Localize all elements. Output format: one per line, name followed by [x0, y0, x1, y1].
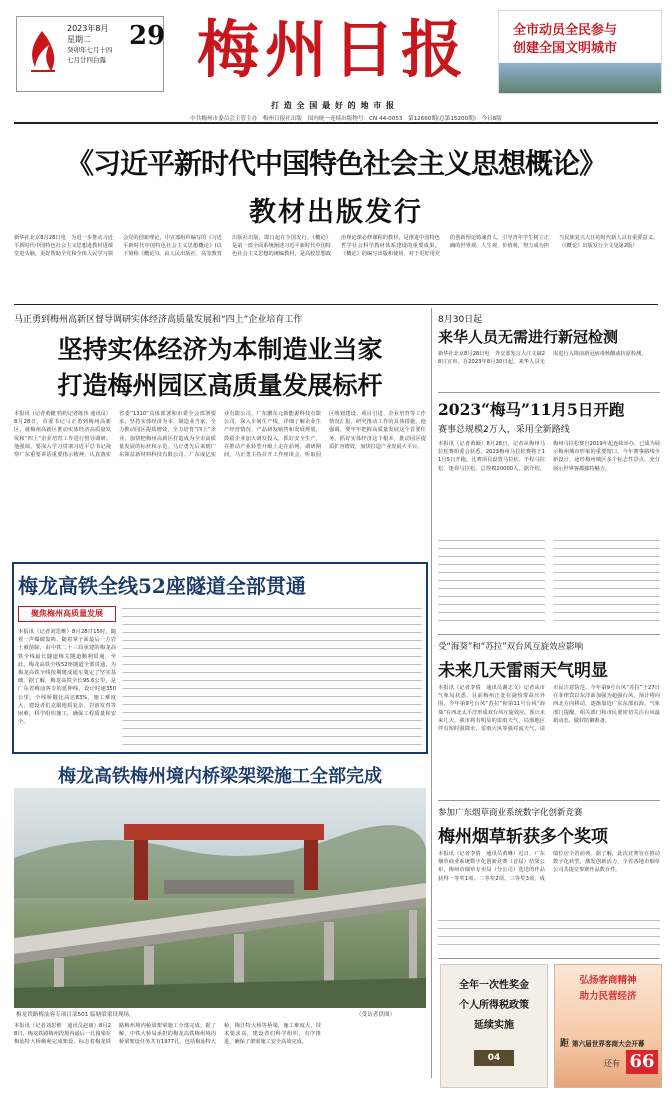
promo-countdown-label: 还有 [604, 1059, 620, 1068]
lunar-term: 七月廿四白露 [67, 56, 106, 64]
logo-icon [23, 27, 61, 77]
weather-headline: 未来几天雷雨天气明显 [438, 661, 608, 681]
left-kicker: 马正勇到梅州高新区督导调研实体经济高质量发展和“四上”企业培育工作 [14, 315, 303, 325]
date-year-month: 2023年8月 [67, 24, 109, 33]
marathon-text-filler [438, 540, 545, 628]
tobacco-text-filler [438, 920, 660, 950]
promo-title: 弘扬客商精神 [579, 975, 637, 986]
tobacco-divider [438, 958, 660, 959]
tunnel-body: 本报讯（记者刘思维）8月28日15时，随着一声爆破轰鸣，随着掌子面最后一方岩土被凿除，由中铁二十三局承建的梅龙高铁全线最长隧道梅关隧道顺利贯通，至此，梅龙高铁全线52座隧道全部贯通，为梅龙高铁全线按期建成通车奠定了坚实基础。据了解，梅龙高铁全长95.6公里，是广东省梅汕客专的延伸线，设计时速350公里。全线桥隧比高达83%，施工难度大，建设者们克服地质复杂、岩溶发育等困难，科学组织施工，确保工程质量和安全。 [18, 629, 116, 726]
marathon-divider [438, 634, 660, 635]
weather-kicker: 受“海葵”和“苏拉”双台风互旋效应影响 [438, 642, 584, 652]
bridge-caption: 梅龙铁路梅汕客专项目部501 临塘梁架设现场。 [16, 1012, 135, 1018]
marathon-subhead: 赛事总规模2万人，采用全新路线 [438, 425, 570, 435]
civilization-promo [498, 10, 662, 94]
lead-body: 新华社北京8月28日电 为进一步推动习近平新时代中国特色社会主义思想进教材进课堂进头脑，更好帮助全党和全体人民学习领会党的创新理论，中宣部组织编写的《习近平新时代中国特色社会主义思想概论》(以下简称《概论》)，由人民出版社、高等教育出版社出版，即日起在全国发行。《概论》是第一部全面系统阐述习近平新时代中国特色社会主义思想的统编教材，是高校思想政治理论课必修课程的教材，是推进中国特色哲学社会科学教材体系建设的重要成果。《概论》的编写出版和使用，对于更好用党的创新理论铸魂育人，引导青年学生树立正确的世界观、人生观、价值观，努力成为担当民族复兴大任的时代新人具有重要意义。（《概论》出版发行全文见第2版） [14, 235, 658, 258]
left-headline-1: 坚持实体经济为本制造业当家 [57, 335, 383, 364]
covid-body: 新华社北京8月28日电 外交部发言人汪文斌28日宣布，自2023年8月30日起，来华人员无需进行入境前新冠病毒核酸或抗原检测。 [438, 351, 647, 366]
masthead-divider [14, 122, 658, 124]
promo-days: 66 [626, 1050, 658, 1074]
bridge-credit: （受访者供图） [356, 1012, 396, 1018]
tunnel-text-filler [122, 608, 422, 748]
bridge-body: 本报讯（记者刘思维 通讯员赵丽）8月28日，梅龙铁路梅州段境内最后一孔箱梁在梅汕特大桥顺利完成架设，标志着梅龙铁路梅州境内桥梁架梁施工全部完成。据了解，中铁大桥局承担的梅龙高铁梅州境内桥梁架设任务共有1977孔，包括梅汕特大桥、梅江特大桥等桥梁，施工难度大，技术要求高，建设者们科学组织，有序推进，确保了架梁施工安全高效完成。 [14, 1023, 321, 1046]
covid-headline: 来华人员无需进行新冠检测 [438, 328, 619, 346]
marathon-body: 本报讯（记者黄颖）8月28日，记者从梅州马拉松赛组委会获悉，2023梅州马拉松赛将于11月5日开跑。比赛项目设置马拉松、半程马拉松、迷你马拉松，总规模20000人。据介绍，梅州马拉松赛自2019年起连续举办，已成为展示梅州城市形象的重要窗口。今年赛事路线全新设计，途经梅州城区多个标志性景点，充分展示世界客都独特魅力。 [438, 441, 660, 472]
weather-divider [438, 800, 660, 801]
tax-line1: 全年一次性奖金 [459, 980, 529, 991]
tobacco-kicker: 参加广东烟草商业系统数字化创新竞赛 [438, 808, 583, 818]
marathon-text-filler-2 [553, 540, 660, 628]
bridge-headline: 梅龙高铁梅州境内桥梁架梁施工全部完成 [58, 766, 382, 787]
promo-line2: 创建全国文明城市 [513, 41, 618, 56]
promo-line1: 全市动员全民参与 [513, 23, 618, 38]
bridge-photo-art [14, 788, 426, 1008]
bridge-photo [14, 788, 426, 1008]
lead-headline-1: 《习近平新时代中国特色社会主义思想概论》 [65, 147, 606, 180]
promo-event: 第六届世界客商大会开幕 [572, 1040, 645, 1048]
left-body: 本报讯（记者黄健 特约记者陈伟 通讯员）8月28日，市委书记马正勇到梅州高新区，就梅州高新区推动实体经济高质量发展和“四上”企业培育工作进行督导调研。他强调，要深入学习贯彻习近平总书记视察广东重要讲话重要指示精神，认真落实省委“1310”具体部署和市委全会部署要求，坚持实体经济为本、制造业当家，全力推动园区提质增效，全力培育“四上”企业，加快把梅州高新区打造成为全市高质量发展的标杆和示范。马正勇先后来到广东领益新材料科技有限公司、广东成亿实业有限公司、广东鹏东元新能源科技有限公司，深入车间生产线，详细了解企业生产经营情况、产品研发销售和发展规划，鼓励企业加大研发投入，抓好安全生产，在推动产业转型升级上走在前列。调研期间，马正勇主持召开工作座谈会，听取园区规划建设、项目引进、企业培育等工作情况汇报，研究推动工作的具体措施。他强调，要牢牢把握高质量发展这个首要任务，抓好实体经济这个根本，推动园区提质扩容增效，加快打造产业发展大平台。 [14, 411, 426, 459]
weekday: 星期二 [67, 35, 91, 44]
marathon-headline: 2023“梅马”11月5日开跑 [438, 400, 625, 419]
city-skyline [499, 63, 662, 94]
tax-page[interactable]: 04 [474, 1050, 514, 1066]
tunnel-label: 聚焦梅州高质量发展 [18, 606, 116, 622]
publisher-info: 中共梅州市委员会主管主办 梅州日报社出版 国内统一连续出版物号：CN 44-0053 第12660期(总第15200期) 今日8版 [190, 116, 502, 122]
day-number: 29 [129, 21, 166, 51]
lead-headline-2: 教材出版发行 [249, 197, 423, 228]
paper-slogan: 打 造 全 国 最 好 的 地 市 报 [270, 101, 396, 110]
promo-prefix: 距 [560, 1039, 570, 1049]
tobacco-headline: 梅州烟草斩获多个奖项 [438, 827, 608, 847]
covid-divider [438, 392, 660, 393]
paper-title: 梅州日报 [196, 13, 469, 86]
masthead [10, 10, 662, 122]
covid-kicker: 8月30日起 [438, 315, 483, 325]
lunar-date: 癸卯年七月十四 [67, 46, 113, 54]
lead-divider [14, 304, 658, 305]
tunnel-headline: 梅龙高铁全线52座隧道全部贯通 [18, 574, 306, 598]
column-divider [431, 308, 432, 1078]
tax-line2: 个人所得税政策 [459, 1000, 529, 1011]
promo-subtitle: 助力民营经济 [579, 991, 637, 1002]
left-headline-2: 打造梅州园区高质量发展标杆 [57, 371, 383, 400]
tax-line3: 延续实施 [474, 1020, 514, 1031]
tobacco-body: 本报讯（记者李倩 通讯员黄琳）近日，广东烟草商业系统数字化创新竞赛（首届）结果公布，梅州市烟草专卖局（分公司）选送的作品获得一等奖1项、二等奖2项、三等奖3项，成绩位居全省前列。据了解，此次竞赛旨在推动数字化转型，激发创新活力，全省各地市烟草公司共提交参赛作品数百件。 [438, 851, 660, 882]
weather-body: 本报讯（记者李倩 通讯员谢志文）记者从市气象局获悉，目前梅州正处在副热带高压外围，今年第9号台风“苏拉”和第11号台风“海葵”在西北太平洋形成双台风互旋效应。预计未来几天，我市将有明显的雷雨天气，局部地区伴有短时强降水、雷雨大风等强对流天气，请市民注意防范。今年第9号台风“苏拉”于27日在菲律宾以东洋面加强为超强台风，预计将向西北方向移动，逐渐靠近广东东部沿海。气象部门提醒，相关部门和市民要密切关注台风最新动态，做好防御准备。 [438, 685, 660, 733]
date-box [16, 16, 164, 92]
